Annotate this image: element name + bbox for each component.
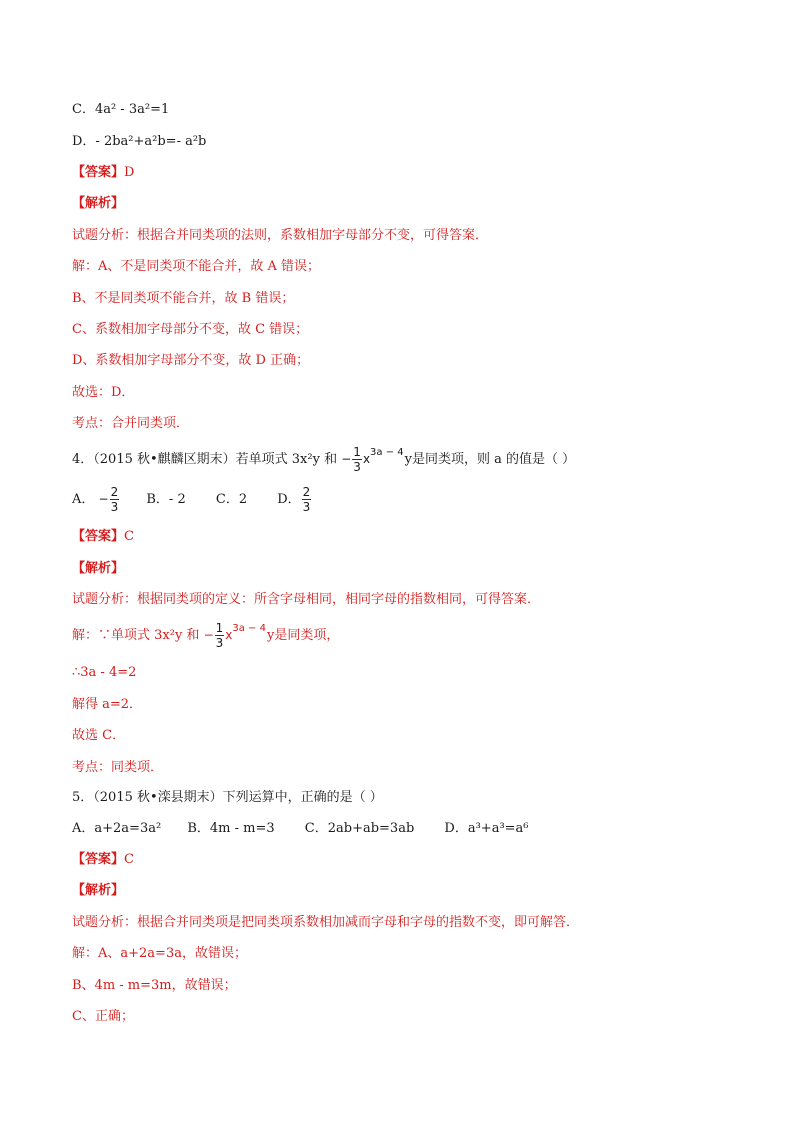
option-d: D．- 2ba²+a²b=- a²b (72, 134, 207, 149)
option-a-label: A． (72, 492, 95, 507)
answer-q4 (72, 528, 134, 546)
knowledge-point-q3: 考点：合并同类项． (72, 416, 190, 431)
answer-value: C (124, 852, 134, 867)
option-d (277, 485, 312, 515)
question-4 (72, 444, 575, 476)
option-d-label: D． (277, 492, 301, 507)
option-c: C．4a² - 3a²=1 (72, 102, 170, 117)
numerator: 2 (302, 485, 311, 499)
denominator: 3 (110, 500, 119, 514)
numerator: 2 (110, 485, 119, 499)
exponent: 3a − 4 (232, 623, 266, 634)
answer-value: C (124, 529, 134, 544)
answer-q3 (72, 164, 134, 182)
option-a: A．a+2a=3a² (72, 821, 162, 836)
solve-q4: 解得 a=2． (72, 697, 143, 712)
numerator: 1 (353, 445, 361, 459)
variable-x: x (362, 452, 371, 466)
variable-x: x (225, 628, 233, 642)
answer-label: 【答案】 (72, 529, 125, 544)
answer-label: 【答案】 (72, 852, 125, 867)
question-4-stem: 4．（2015 秋•麒麟区期末）若单项式 3x²y 和 (72, 452, 338, 467)
denominator: 3 (353, 460, 361, 474)
option-b: B．- 2 (146, 492, 186, 507)
answer-label: 【答案】 (72, 165, 125, 180)
option-b: B．4m - m=3 (187, 821, 275, 836)
explanation-label-q4: 【解析】 (72, 561, 125, 576)
analysis-q3: 试题分析：根据合并同类项的法则，系数相加字母部分不变，可得答案． (72, 228, 489, 243)
exponent: 3a − 4 (370, 447, 404, 458)
option-c: C．2ab+ab=3ab (304, 821, 415, 836)
solution-q4-tail: y是同类项， (266, 628, 340, 643)
solution-q4-stem: 解：∵单项式 3x²y 和 (72, 628, 200, 643)
question-4-options (72, 484, 312, 515)
question-5-options (72, 820, 529, 838)
solution-q4 (72, 620, 339, 652)
option-a (72, 484, 120, 515)
option-c: C．2 (215, 492, 248, 507)
fraction-one-third (352, 446, 362, 473)
question-4-tail: y是同类项，则 a 的值是（ ） (404, 452, 576, 467)
numerator: 1 (215, 621, 224, 635)
fraction-two-thirds (302, 486, 312, 513)
answer-q5 (72, 851, 134, 869)
denominator: 3 (302, 500, 311, 514)
minus-sign: − (341, 452, 352, 466)
solution-q5-a: 解：A、a+2a=3a，故错误； (72, 946, 247, 961)
analysis-q5: 试题分析：根据合并同类项是把同类项系数相加减而字母和字母的指数不变，即可解答． (72, 915, 580, 930)
solution-q5-c: C、正确； (72, 1009, 134, 1024)
analysis-q4: 试题分析：根据同类项的定义：所含字母相同，相同字母的指数相同，可得答案． (72, 592, 541, 607)
solution-q3-a: 解：A、不是同类项不能合并，故 A 错误； (72, 259, 321, 274)
answer-value: D (124, 165, 135, 180)
solution-q3-d: D、系数相加字母部分不变，故 D 正确； (72, 353, 310, 368)
solution-q3-c: C、系数相加字母部分不变，故 C 错误； (72, 322, 309, 337)
explanation-label-q3: 【解析】 (72, 196, 125, 211)
therefore-q4: ∴3a - 4=2 (72, 665, 137, 680)
denominator: 3 (215, 636, 224, 650)
choice-q4: 故选 C． (72, 728, 126, 743)
solution-q3-b: B、不是同类项不能合并，故 B 错误； (72, 291, 295, 306)
explanation-label-q5: 【解析】 (72, 883, 125, 898)
fraction-one-third (215, 622, 225, 649)
question-5: 5．（2015 秋•滦县期末）下列运算中，正确的是（ ） (72, 790, 383, 805)
choice-q3: 故选：D． (72, 385, 135, 400)
minus-sign: − (203, 628, 214, 642)
solution-q5-b: B、4m - m=3m，故错误； (72, 978, 237, 993)
option-d: D．a³+a³=a⁶ (444, 821, 529, 836)
knowledge-point-q4: 考点：同类项． (72, 760, 164, 775)
fraction-two-thirds (110, 486, 120, 513)
minus-sign: − (98, 492, 109, 506)
